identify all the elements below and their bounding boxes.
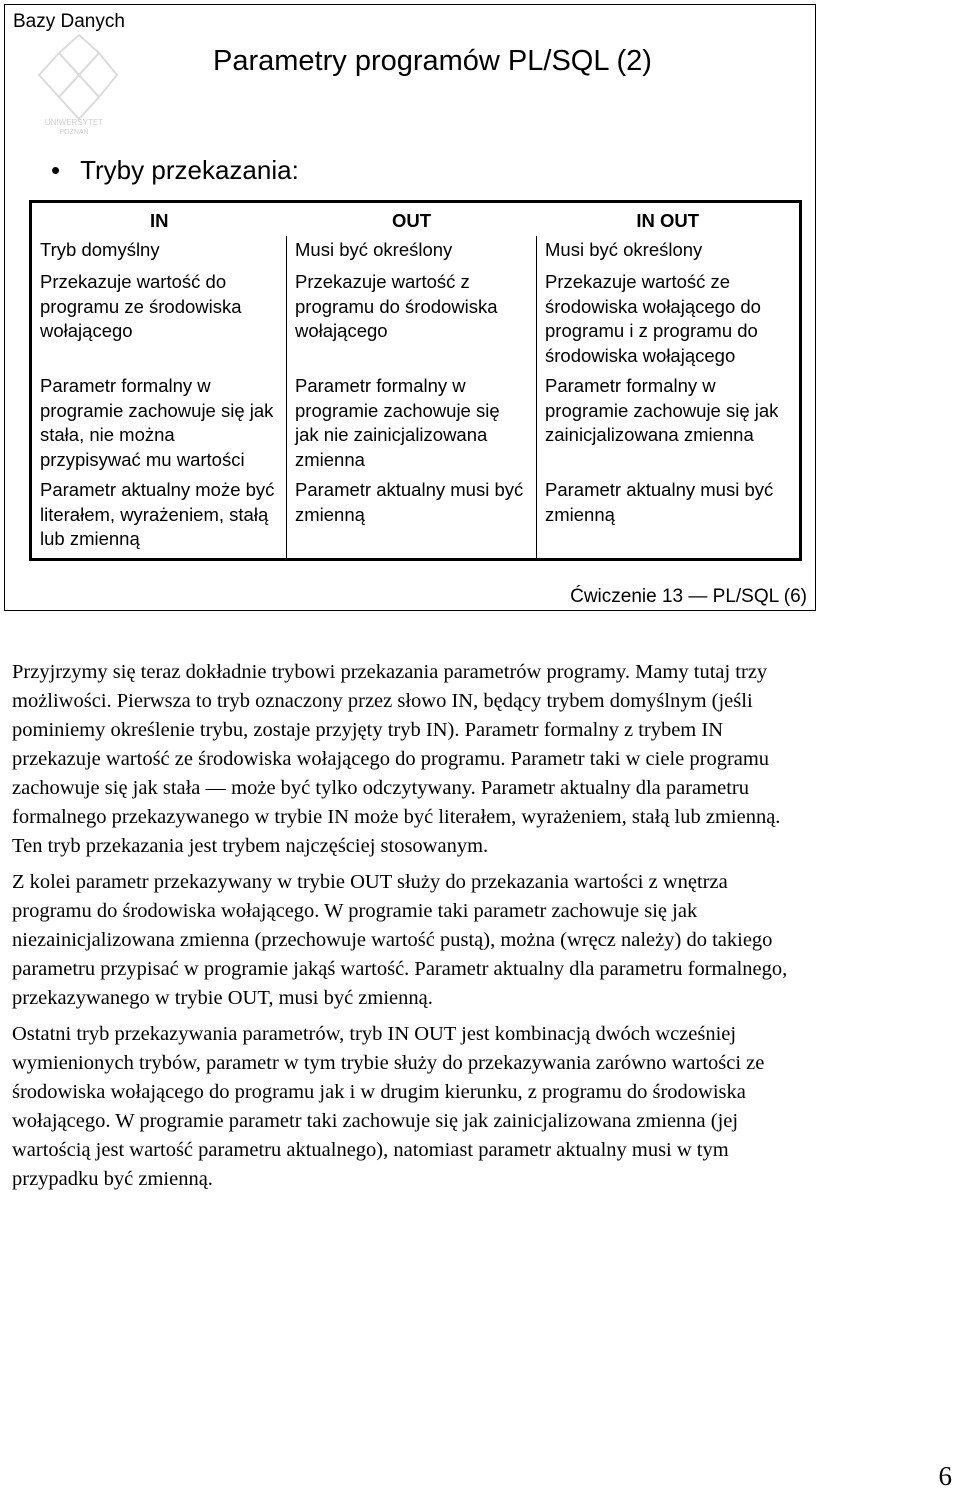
header-in: IN <box>150 210 169 231</box>
table-cell: Tryb domyślny <box>40 238 160 260</box>
table-row <box>31 374 801 478</box>
parameter-modes-table <box>29 200 802 561</box>
table-cell: Musi być określony <box>537 236 801 271</box>
table-cell: Parametr formalny w programie zachowuje się jak zainicjalizowana zmienna <box>537 374 801 478</box>
table-row <box>31 270 801 374</box>
slide-footer: Ćwiczenie 13 — PL/SQL (6) <box>570 586 807 607</box>
lecture-notes <box>12 658 812 1201</box>
notes-paragraph: Przyjrzymy się teraz dokładnie trybowi przekazania parametrów programy. Mamy tutaj trzy możliwości. Pierwsza to tryb oznaczony przez słowo IN, będący trybem domyślnym (jeśli pominiemy określenie trybu, zostaje przyjęty tryb IN). Parametr formalny z trybem IN przekazuje wartość ze środowiska wołającego do programu. Parametr taki w ciele programu zachowuje się jak stała — może być tylko odczytywany. Parametr aktualny dla parametru formalnego przekazywanego w trybie IN może być literałem, wyrażeniem, stałą lub zmienną. Ten tryb przekazania jest trybem najczęściej stosowanym. <box>12 661 781 857</box>
table-row <box>31 478 801 559</box>
svg-text:POZNAŃ: POZNAŃ <box>59 129 89 136</box>
slide-frame <box>4 4 816 611</box>
slide-title: Parametry programów PL/SQL (2) <box>213 45 652 77</box>
table-cell: Przekazuje wartość ze środowiska wołającego do programu i z programu do środowiska wołającego <box>537 270 801 374</box>
header-out: OUT <box>391 210 432 231</box>
bullet-item <box>51 155 299 186</box>
header-in-out: IN OUT <box>636 210 700 231</box>
svg-text:UNIWERSYTET: UNIWERSYTET <box>44 118 104 127</box>
page-number: 6 <box>938 1461 952 1491</box>
table-row <box>31 236 801 271</box>
table-header-row <box>31 202 801 236</box>
notes-paragraph: Ostatni tryb przekazywania parametrów, tryb IN OUT jest kombinacją dwóch wcześniej wymienionych trybów, parametr w tym trybie służy do przekazywania zarówno wartości ze środowiska wołającego do programu jak i w drugim kierunku, z programu do środowiska wołającego. W programie parametr taki zachowuje się jak zainicjalizowana zmienna (jej wartością jest wartość parametru aktualnego), natomiast parametr aktualny musi w tym przypadku być zmienną. <box>12 1023 765 1190</box>
course-name: Bazy Danych <box>13 11 125 32</box>
bullet-icon: • <box>51 155 61 185</box>
table-cell: Parametr aktualny musi być zmienną <box>287 478 537 559</box>
bullet-text: Tryby przekazania: <box>80 155 299 185</box>
table-cell: Przekazuje wartość do programu ze środowiska wołającego <box>40 271 242 341</box>
table-cell: Parametr aktualny może być literałem, wyrażeniem, stałą lub zmienną <box>40 479 275 549</box>
notes-paragraph: Z kolei parametr przekazywany w trybie OUT służy do przekazania wartości z wnętrza programu do środowiska wołającego. W programie taki parametr zachowuje się jak niezainicjalizowana zmienna (przechowuje wartość pustą), można (wręcz należy) do takiego parametru przypisać w programie jakąś wartość. Parametr aktualny dla parametru formalnego, przekazywanego w trybie OUT, musi być zmienną. <box>12 871 788 1009</box>
university-logo <box>29 33 119 137</box>
table-cell: Przekazuje wartość z programu do środowiska wołającego <box>287 270 537 374</box>
table-cell: Parametr formalny w programie zachowuje się jak stała, nie można przypisywać mu wartości <box>40 375 274 470</box>
table-cell: Parametr formalny w programie zachowuje się jak nie zainicjalizowana zmienna <box>287 374 537 478</box>
table-cell: Parametr aktualny musi być zmienną <box>537 478 801 559</box>
table-cell: Musi być określony <box>287 236 537 271</box>
